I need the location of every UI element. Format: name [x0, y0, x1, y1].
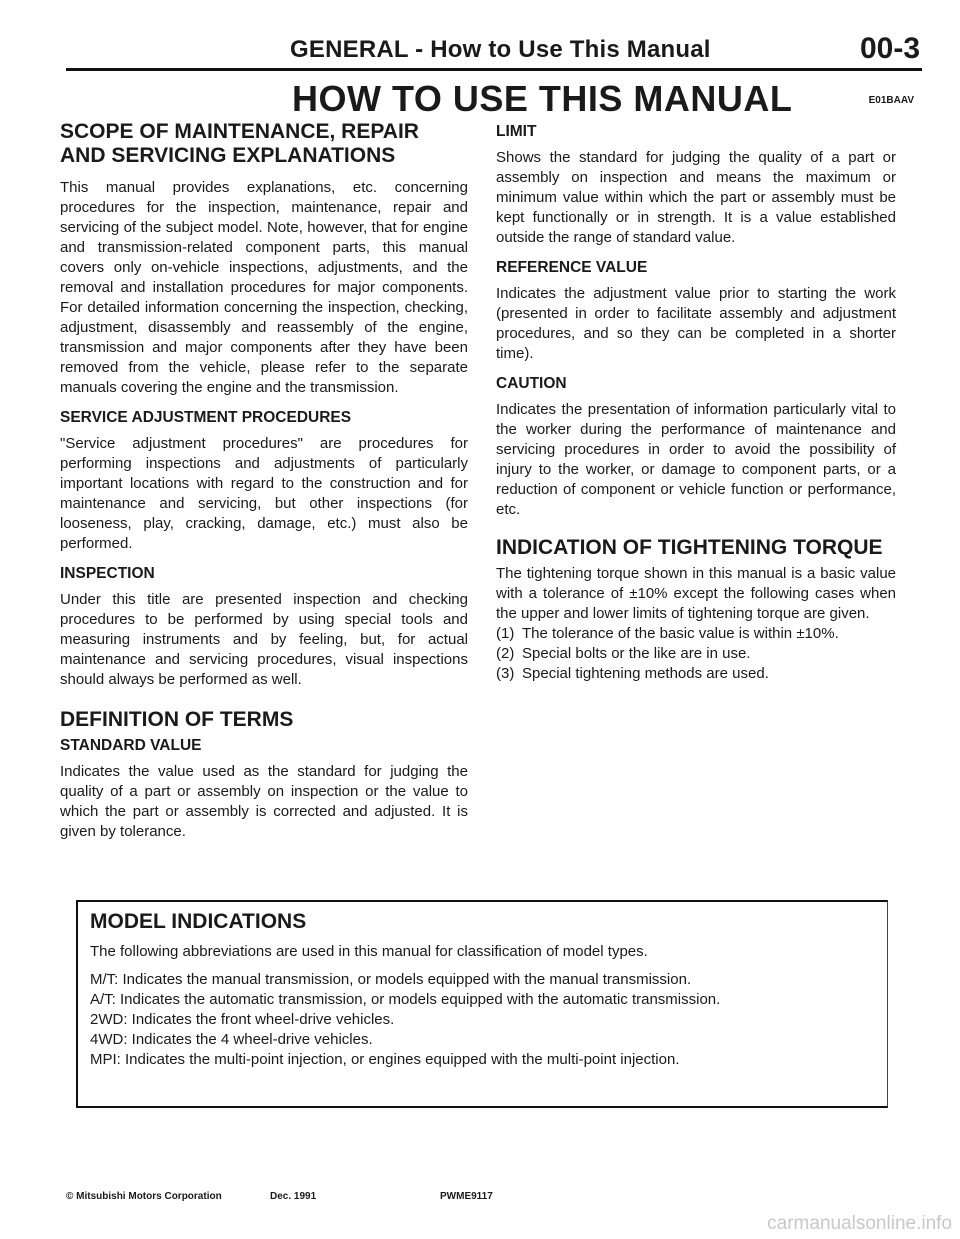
inspection-heading: INSPECTION — [60, 565, 155, 582]
limit-heading: LIMIT — [496, 123, 537, 140]
header-divider — [66, 68, 922, 71]
document-code: E01BAAV — [868, 95, 914, 106]
abbreviation-mt: M/T: Indicates the manual transmission, or models equipped with the manual transmission. — [90, 971, 692, 988]
reference-value-heading: REFERENCE VALUE — [496, 259, 648, 276]
footer-code: PWME9117 — [440, 1191, 493, 1202]
page-title: HOW TO USE THIS MANUAL — [292, 78, 793, 119]
model-indications-box — [76, 900, 888, 1108]
service-adjustment-heading: SERVICE ADJUSTMENT PROCEDURES — [60, 409, 352, 426]
page-header-title: GENERAL - How to Use This Manual — [290, 36, 711, 63]
footer-copyright: © Mitsubishi Motors Corporation — [66, 1191, 222, 1202]
scope-heading: SCOPE OF MAINTENANCE, REPAIR AND SERVICING EXPLANATIONS — [60, 120, 419, 167]
tightening-torque-text: The tightening torque shown in this manual is a basic value with a tolerance of ±10% except the following cases when the upper and lower limits of tightening torque are given. — [496, 565, 896, 622]
model-indications-heading: MODEL INDICATIONS — [90, 910, 307, 933]
inspection-text: Under this title are presented inspection and checking procedures to be performed by using special tools and measuring instruments and by feeling, but, for actual maintenance and servicing procedures, visual inspections should always be performed as well. — [60, 591, 468, 688]
caution-text: Indicates the presentation of information particularly vital to the worker during the performance of maintenance and servicing procedures in order to avoid the possibility of injury to the worker, or damage to component parts, or a reduction of component or vehicle function or performance, etc. — [496, 401, 896, 518]
abbreviation-2wd: 2WD: Indicates the front wheel-drive vehicles. — [90, 1011, 395, 1028]
tightening-torque-heading: INDICATION OF TIGHTENING TORQUE — [496, 536, 883, 559]
abbreviation-4wd: 4WD: Indicates the 4 wheel-drive vehicles. — [90, 1031, 373, 1048]
list-item: (3) Special tightening methods are used. — [496, 665, 769, 682]
watermark-text: carmanualsonline.info — [767, 1213, 952, 1234]
model-indications-intro: The following abbreviations are used in this manual for classification of model types. — [90, 943, 648, 960]
service-adjustment-text: "Service adjustment procedures" are procedures for performing inspections and adjustments of particularly important locations with regard to the construction and for maintenance and servicing, but other inspections (for looseness, play, cracking, damage, etc.) must also be performed. — [60, 435, 468, 552]
footer-date: Dec. 1991 — [270, 1191, 317, 1202]
abbreviation-mpi: MPI: Indicates the multi-point injection, or engines equipped with the multi-point injection. — [90, 1051, 680, 1068]
standard-value-heading: STANDARD VALUE — [60, 737, 202, 754]
abbreviation-at: A/T: Indicates the automatic transmission, or models equipped with the automatic transmission. — [90, 991, 721, 1008]
definition-of-terms-heading: DEFINITION OF TERMS — [60, 708, 294, 731]
scope-text: This manual provides explanations, etc. concerning procedures for the inspection, maintenance, repair and servicing of the subject model. Note, however, that for engine and transmission-related component parts, this manual covers only on-vehicle inspections, adjustments, and the removal and installation procedures for major components. For detailed information concerning the inspection, checking, adjustment, disassembly and reassembly of the engine, transmission and major components after they have been removed from the vehicle, please refer to the separate manuals covering the engine and the transmission. — [60, 179, 468, 396]
torque-exception-list — [496, 624, 896, 684]
caution-heading: CAUTION — [496, 375, 567, 392]
left-column — [60, 120, 468, 850]
reference-value-text: Indicates the adjustment value prior to starting the work (presented in order to facilitate assembly and adjustment procedures, and so they can be completed in a shorter time). — [496, 285, 896, 362]
list-item: (2) Special bolts or the like are in use. — [496, 645, 751, 662]
standard-value-text: Indicates the value used as the standard for judging the quality of a part or assembly on inspection or the value to which the part or assembly is corrected and adjusted. It is given by tolerance. — [60, 763, 468, 840]
page-number: 00-3 — [859, 32, 920, 65]
limit-text: Shows the standard for judging the quality of a part or assembly on inspection and means the maximum or minimum value within which the part or assembly must be kept functionally or in strength. It is a value established outside the range of standard value. — [496, 149, 896, 246]
right-column — [496, 120, 896, 684]
list-item: (1) The tolerance of the basic value is within ±10%. — [496, 625, 839, 642]
